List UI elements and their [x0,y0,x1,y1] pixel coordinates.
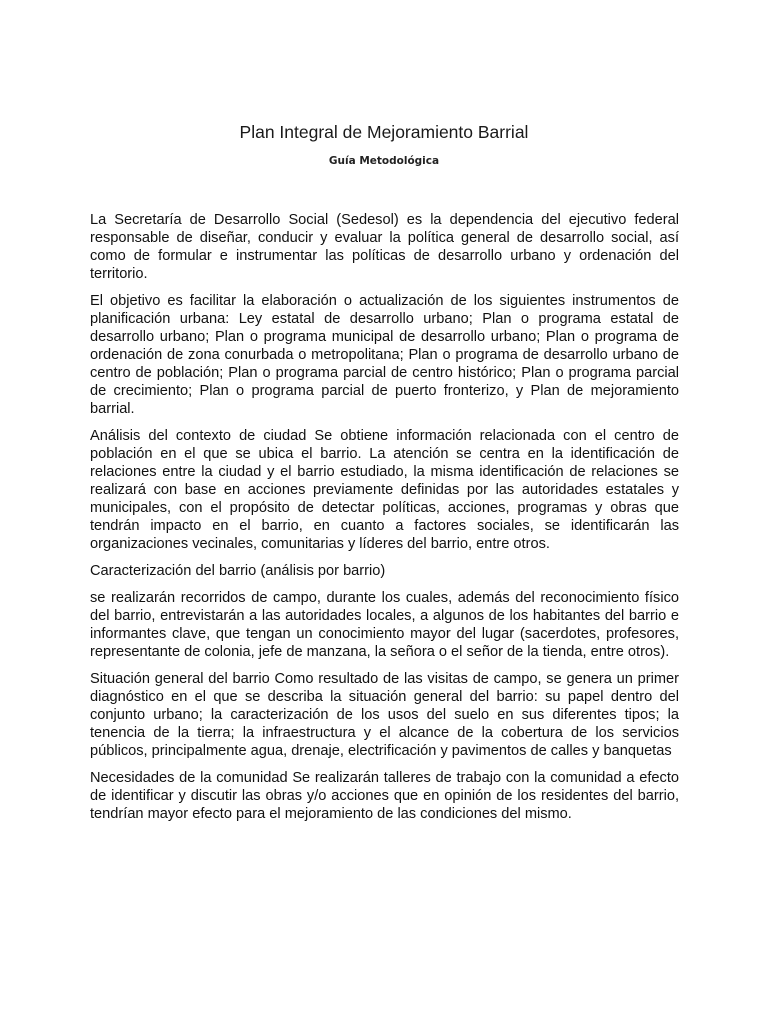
paragraph-caracterizacion-heading: Caracterización del barrio (análisis por barrio) [90,563,386,579]
paragraph-recorridos: se realizarán recorridos de campo, durante los cuales, además del reconocimiento físico del barrio, entrevistarán a las autoridades locales, a algunos de los habitantes del barrio e informantes clave, que tengan un conocimiento mayor del lugar (sacerdotes, profesores, representante de colonia, jefe de manzana, la señora o el señor de la tienda, entre otros). [90,590,679,660]
document-subtitle: Guía Metodológica [328,155,440,167]
paragraph-sedesol: La Secretaría de Desarrollo Social (Sedesol) es la dependencia del ejecutivo federal responsable de diseñar, conducir y evaluar la política general de desarrollo social, así como de formular e instrumentar las políticas de desarrollo urbano y ordenación del territorio. [90,212,679,282]
paragraph-situacion-general: Situación general del barrio Como resultado de las visitas de campo, se genera un primer diagnóstico en el que se describa la situación general del barrio: su papel dentro del conjunto urbano; la caracterización de los usos del suelo en sus diferentes tipos; la tenencia de la tierra; la infraestructura y el alcance de la cobertura de los servicios públicos, principalmente agua, drenaje, electrificación y pavimentos de calles y banquetas [90,671,679,759]
document-body [90,211,679,832]
paragraph-analisis-contexto: Análisis del contexto de ciudad Se obtiene información relacionada con el centro de población en el que se ubica el barrio. La atención se centra en la identificación de relaciones entre la ciudad y el barrio estudiado, la misma identificación de relaciones se realizará con base en acciones previamente definidas por las autoridades estatales y municipales, con el propósito de detectar políticas, acciones, programas y obras que tendrán impacto en el barrio, en cuanto a factores sociales, se identificarán las organizaciones vecinales, comunitarias y líderes del barrio, entre otros. [90,428,679,552]
paragraph-objetivo: El objetivo es facilitar la elaboración o actualización de los siguientes instrumentos de planificación urbana: Ley estatal de desarrollo urbano; Plan o programa estatal de desarrollo urbano; Plan o programa municipal de desarrollo urbano; Plan o programa de ordenación de zona conurbada o metropolitana; Plan o programa de desarrollo urbano de centro de población; Plan o programa parcial de centro histórico; Plan o programa parcial de crecimiento; Plan o programa parcial de puerto fronterizo, y Plan de mejoramiento barrial. [90,293,679,417]
paragraph-necesidades: Necesidades de la comunidad Se realizarán talleres de trabajo con la comunidad a efecto de identificar y discutir las obras y/o acciones que en opinión de los residentes del barrio, tendrían mayor efecto para el mejoramiento de las condiciones del mismo. [90,770,679,822]
document-title: Plan Integral de Mejoramiento Barrial [239,122,529,142]
